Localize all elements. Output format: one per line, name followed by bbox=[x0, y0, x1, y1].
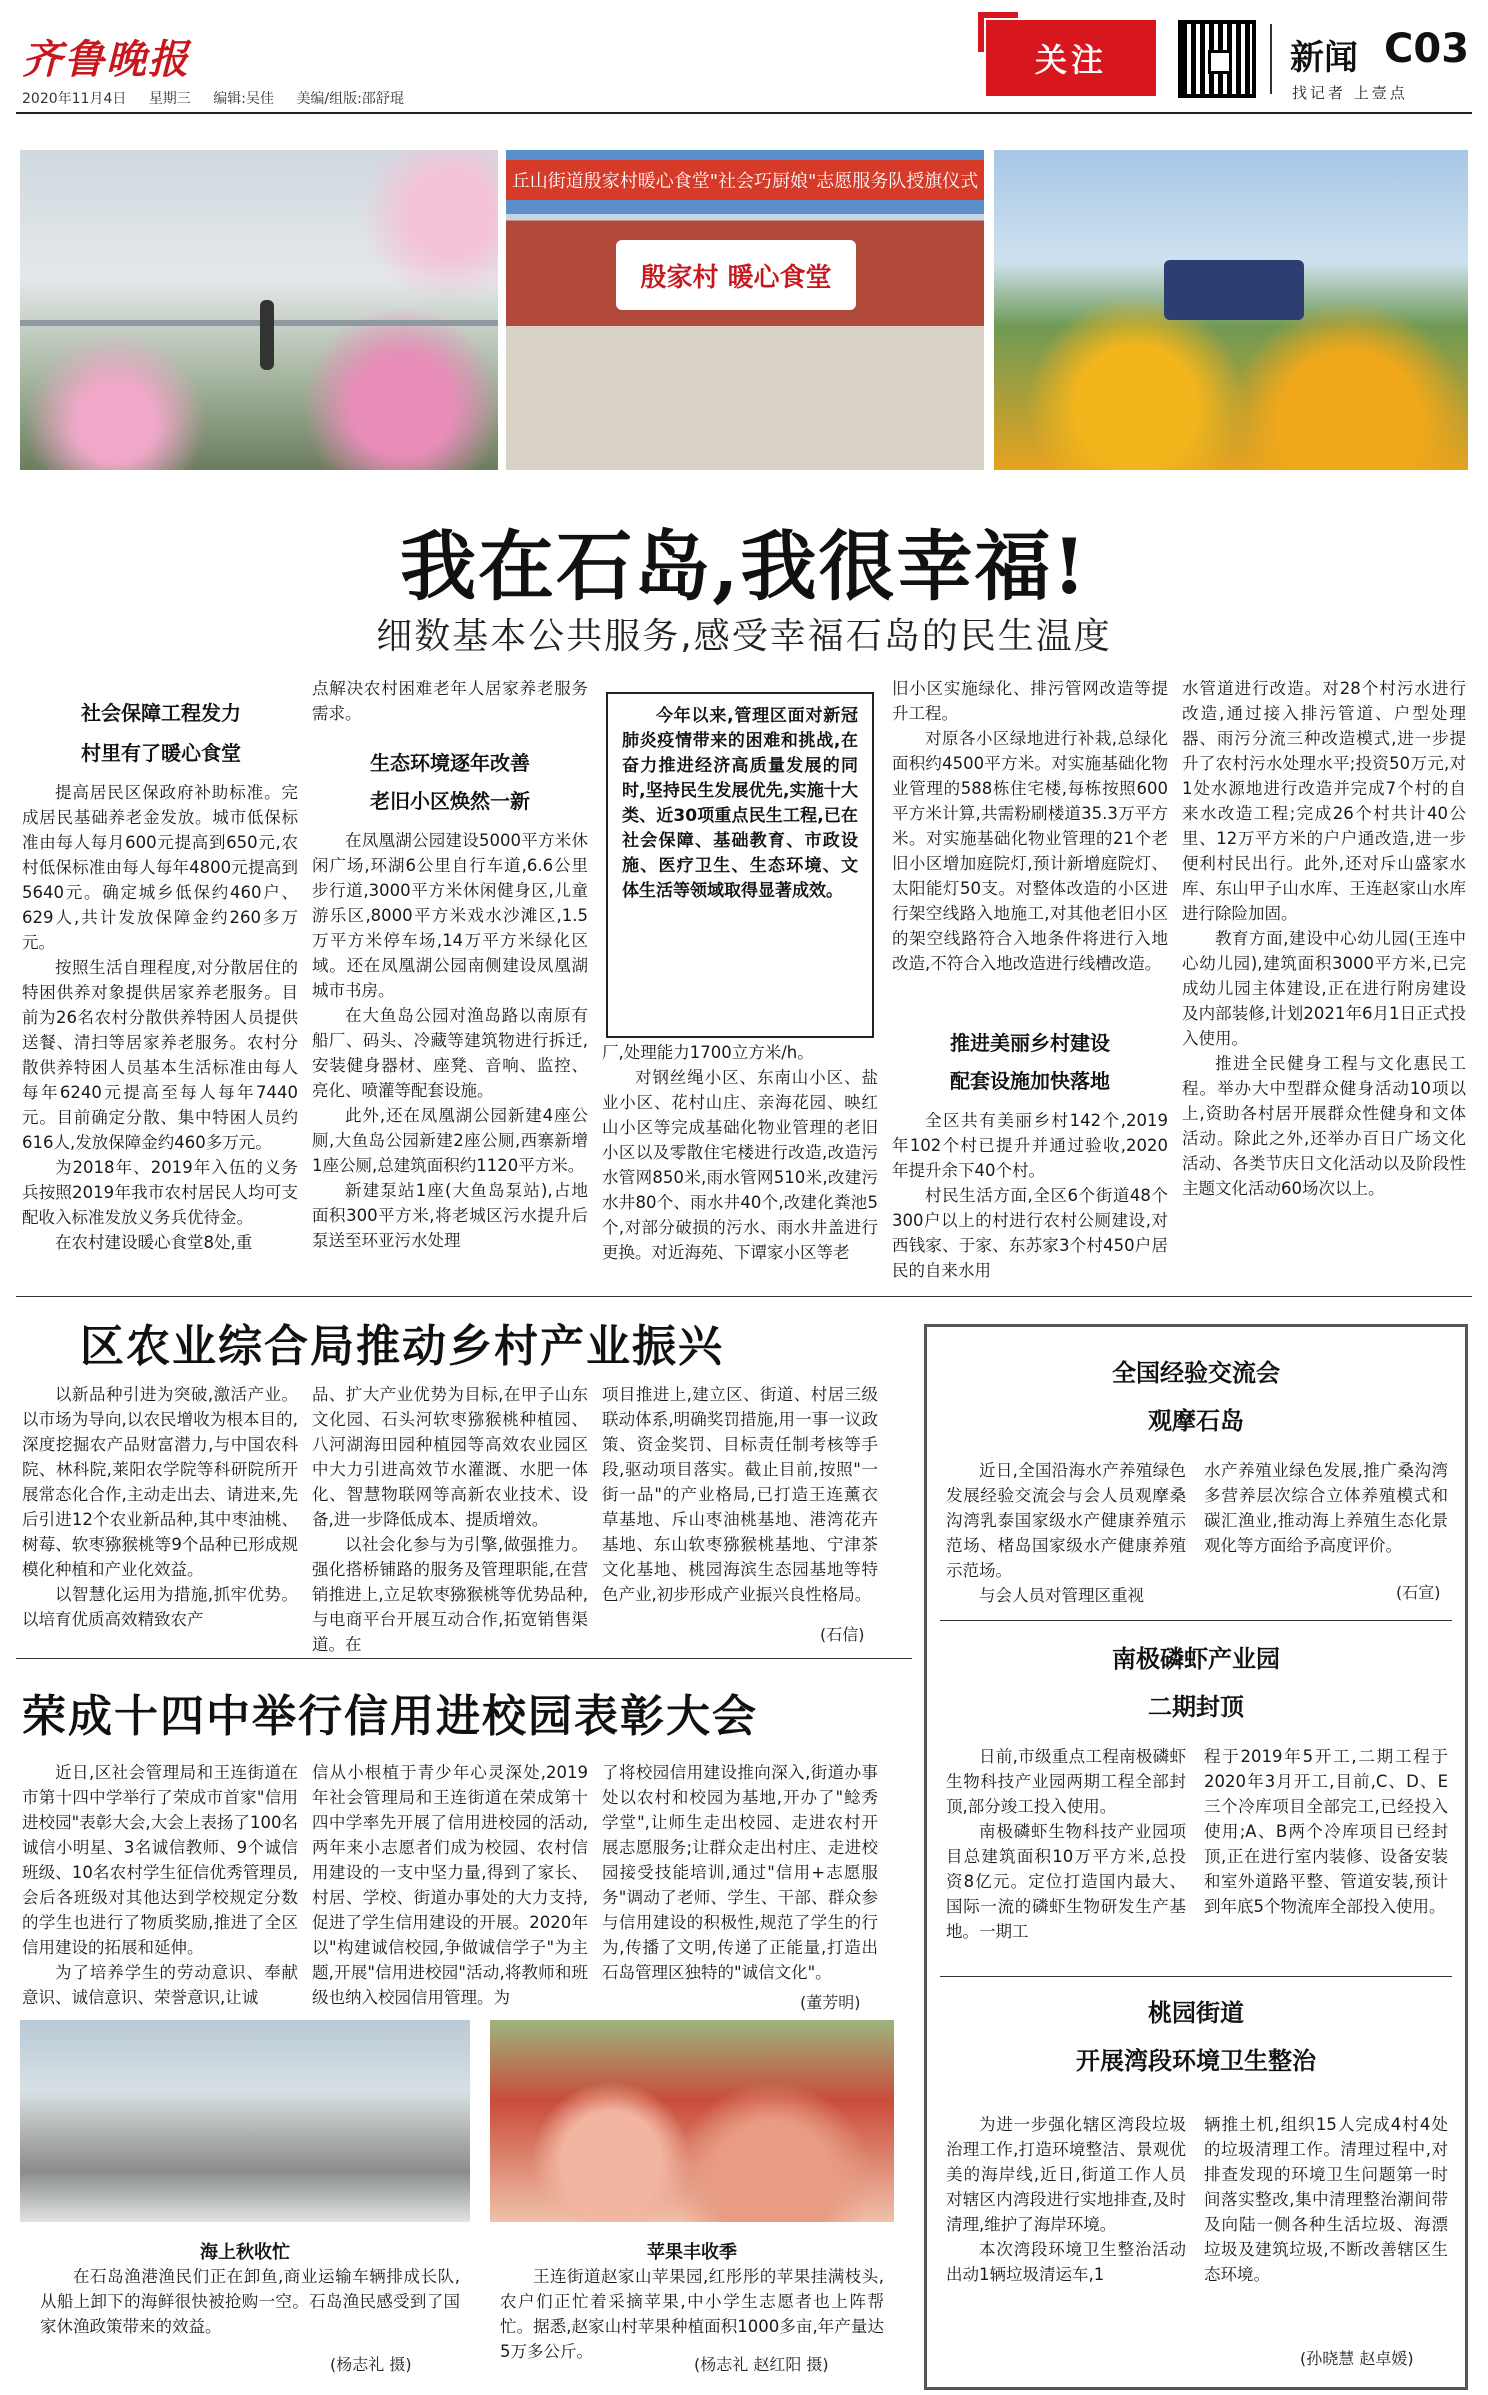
agri-para-2: 以智慧化运用为措施,抓牢优势。以培育优质高效精致农产 bbox=[22, 1585, 298, 1629]
sidebar-b-title-1: 南极磷虾产业园 bbox=[1112, 1645, 1280, 1673]
col2-subhead-2: 老旧小区焕然一新 bbox=[370, 789, 530, 813]
sidebar-b-para-3: 程于2019年5开工,二期工程于2020年3月开工,目前,C、D、E三个冷库项目全部完工,已经投入使用;A、B两个冷库项目已经封顶,正在进行室内装修、设备安装和室外道路平整、管道安装,预计到年底5个物流库全部投入使用。 bbox=[1204, 1747, 1448, 1916]
col3-para-1: 厂,处理能力1700立方米/h。 bbox=[602, 1043, 814, 1062]
sidebar-b-title-2: 二期封顶 bbox=[1148, 1693, 1244, 1721]
sidebar-c-para-3: 辆推土机,组织15人完成4村4处的垃圾清理工作。清理过程中,对排查发现的环境卫生问题第一时间落实整改,集中清理整治潮间带及向陆一侧各种生活垃圾、海漂垃圾及建筑垃圾,不断改善辖区生态环境。 bbox=[1204, 2115, 1448, 2284]
sidebar-a-para-2: 与会人员对管理区重视 bbox=[979, 1586, 1144, 1605]
canteen-photo bbox=[506, 150, 984, 470]
col1-subhead-1: 社会保障工程发力 bbox=[81, 701, 241, 725]
col2-body bbox=[312, 828, 588, 1284]
col2-para-0: 点解决农村困难老年人居家养老服务需求。 bbox=[312, 679, 588, 723]
main-headline: 我在石岛,我很幸福! bbox=[400, 522, 1088, 611]
header-rule bbox=[16, 112, 1472, 114]
editor-credit: 编辑:吴佳 bbox=[213, 91, 274, 107]
section-divider-1 bbox=[16, 1296, 1472, 1297]
col3-para-2: 对钢丝绳小区、东南山小区、盐业小区、花村山庄、亲海花园、映红山小区等完成基础化物业管理的老旧小区以及零散住宅楼进行改造,改造污水管网850米,雨水管网510米,改建污水井80个、雨水井40个,改建化粪池5个,对部分破损的污水、雨水井盖进行更换。对近海苑、下谭家小区等老 bbox=[602, 1068, 878, 1262]
school-col2 bbox=[312, 1760, 588, 2012]
sidebar-a-para-1: 近日,全国沿海水产养殖绿色发展经验交流会与会人员观摩桑沟湾乳泰国家级水产健康养殖示范场、楮岛国家级水产健康养殖示范场。 bbox=[946, 1461, 1186, 1580]
right-caption-body bbox=[500, 2264, 884, 2361]
col3-body bbox=[602, 1040, 878, 1284]
school-para-2: 为了培养学生的劳动意识、奉献意识、诚信意识、荣誉意识,让诚 bbox=[22, 1963, 298, 2007]
park-railing bbox=[20, 320, 498, 326]
sidebar-a-title-2: 观摩石岛 bbox=[1148, 1407, 1244, 1435]
sidebar-a-col1 bbox=[946, 1458, 1186, 1608]
reporter-tagline: 找记者 上壹点 bbox=[1292, 84, 1408, 102]
col4-subhead-1: 推进美丽乡村建设 bbox=[950, 1031, 1110, 1055]
sidebar-a-credit: (石宣) bbox=[1396, 1583, 1441, 1602]
school-headline: 荣成十四中举行信用进校园表彰大会 bbox=[22, 1691, 758, 1742]
col4-para-2: 对原各小区绿地进行补栽,总绿化面积约4500平方米。对实施基础化物业管理的588栋住宅楼,每栋按照600平方米计算,共需粉刷楼道35.3万平方米。对实施基础化物业管理的21个老旧小区增加庭院灯,预计新增庭院灯、太阳能灯50支。对整体改造的小区进行架空线路入地施工,对其他老旧小区的架空线路符合入地条件将进行入地改造,不符合入地改造进行线槽改造。 bbox=[892, 729, 1168, 973]
right-caption-title: 苹果丰收季 bbox=[647, 2242, 737, 2263]
bus-shape bbox=[1164, 260, 1304, 320]
school-col3 bbox=[602, 1760, 878, 1986]
issue-weekday: 星期三 bbox=[148, 91, 191, 107]
school-para-4: 了将校园信用建设推向深入,街道办事处以农村和校园为基地,开办了"鲶秀学堂",让师生走出校园、走进农村开展志愿服务;让群众走出村庄、走进校园接受技能培训,通过"信用+志愿服务"调动了老师、学生、干部、群众参与信用建设的积极性,规范了学生的行为,传播了文明,传递了正能量,打造出石岛管理区独特的"诚信文化"。 bbox=[602, 1763, 878, 1982]
agri-col1 bbox=[22, 1382, 298, 1646]
sidebar-c-title-1: 桃园街道 bbox=[1148, 1999, 1244, 2027]
col2-para-3: 此外,还在凤凰湖公园新建4座公厕,大鱼岛公园新建2座公厕,西寨新增1座公厕,总建筑面积约1120平方米。 bbox=[312, 1106, 588, 1175]
col1-para-3: 为2018年、2019年入伍的义务兵按照2019年我市农村居民人均可支配收入标准发放义务兵优待金。 bbox=[22, 1158, 298, 1227]
school-credit: (董芳明) bbox=[800, 1993, 861, 2012]
sidebar-c-title-2: 开展湾段环境卫生整治 bbox=[1076, 2047, 1316, 2075]
sidebar-a-title-1: 全国经验交流会 bbox=[1112, 1359, 1280, 1387]
sunflower-road-photo bbox=[994, 150, 1468, 470]
col4-para-4: 村民生活方面,全区6个街道48个300户以上的村进行农村公厕建设,对西钱家、于家、东苏家3个村450户居民的自来水用 bbox=[892, 1186, 1168, 1280]
col4-body-top bbox=[892, 676, 1168, 1020]
canteen-sign: 殷家村 暖心食堂 bbox=[616, 240, 856, 310]
col1-para-2: 按照生活自理程度,对分散居住的特困供养对象提供居家养老服务。目前为26名农村分散供养特困人员提供送餐、清扫等居家养老服务。农村分散供养特困人员基本生活标准由每人每年6240元提高至每人每年7440元。目前确定分散、集中特困人员约616人,发放保障金约460多万元。 bbox=[22, 958, 298, 1152]
col1-body bbox=[22, 780, 298, 1282]
school-para-3: 信从小根植于青少年心灵深处,2019年社会管理局和王连街道在荣成第十四中学率先开展了信用进校园的活动,两年来小志愿者们成为校园、农村信用建设的一支中坚力量,得到了家长、村居、学校、街道办事处的大力支持,促进了学生信用建设的开展。2020年以"构建诚信校园,争做诚信学子"为主题,开展"信用进校园"活动,将教师和班级也纳入校园信用管理。为 bbox=[312, 1763, 588, 2007]
agri-para-1: 以新品种引进为突破,激活产业。以市场为导向,以农民增收为根本目的,深度挖掘农产品财富潜力,与中国农科院、林科院,莱阳农学院等科研院所开展常态化合作,主动走出去、请进来,先后引进12个农业新品种,其中枣油桃、树莓、软枣猕猴桃等9个品种已形成规模化种植和产业化效益。 bbox=[22, 1385, 298, 1579]
canteen-banner: 丘山街道殷家村暖心食堂"社会巧厨娘"志愿服务队授旗仪式 bbox=[506, 160, 984, 200]
col1-subhead-2: 村里有了暖心食堂 bbox=[81, 741, 241, 765]
design-credit: 美编/组版:邵舒琨 bbox=[296, 91, 404, 107]
agri-headline: 区农业综合局推动乡村产业振兴 bbox=[80, 1321, 724, 1372]
agri-para-4: 以社会化参与为引擎,做强推力。强化搭桥铺路的服务及管理职能,在营销推进上,立足软枣猕猴桃等优势品种,与电商平台开展互动合作,拓宽销售渠道。在 bbox=[312, 1535, 588, 1654]
school-col1 bbox=[22, 1760, 298, 2012]
col1-para-4: 在农村建设暖心食堂8处,重 bbox=[55, 1233, 253, 1252]
col4-body-bottom bbox=[892, 1108, 1168, 1284]
masthead-logo: 齐鲁晚报 bbox=[22, 36, 190, 83]
sidebar-b-para-2: 南极磷虾生物科技产业园项目总建筑面积10万平方米,总投资8亿元。定位打造国内最大、国际一流的磷虾生物研发生产基地。一期工 bbox=[946, 1822, 1186, 1941]
focus-label: 关注 bbox=[986, 20, 1156, 96]
sidebar-c-col1 bbox=[946, 2112, 1186, 2364]
sidebar-a-para-3: 水产养殖业绿色发展,推广桑沟湾多营养层次综合立体养殖模式和碳汇渔业,推动海上养殖生态化景观化等方面给予高度评价。 bbox=[1204, 1461, 1448, 1555]
left-caption-text: 在石岛渔港渔民们正在卸鱼,商业运输车辆排成长队,从船上卸下的海鲜很快被抢购一空。石岛渔民感受到了国家休渔政策带来的效益。 bbox=[40, 2267, 460, 2336]
sidebar-c-col2 bbox=[1204, 2112, 1448, 2338]
col2-subhead-1: 生态环境逐年改善 bbox=[370, 751, 530, 775]
sidebar-divider-1 bbox=[940, 1620, 1452, 1621]
col1-para-1: 提高居民区保政府补助标准。完成居民基础养老金发放。城市低保标准由每人每月600元提高到650元,农村低保标准由每人每年4800元提高到5640元。确定城乡低保约460户、629人,共计发放保障金约260多万元。 bbox=[22, 783, 298, 952]
col2-top bbox=[312, 676, 588, 732]
agri-para-5: 项目推进上,建立区、街道、村居三级联动体系,明确奖罚措施,用一事一议政策、资金奖罚、目标责任制考核等手段,驱动项目落实。截止目前,按照"一街一品"的产业格局,已打造王连薰衣草基地、斥山枣油桃基地、港湾花卉基地、东山软枣猕猴桃基地、宁津茶文化基地、桃园海滨生态园基地等特色产业,初步形成产业振兴良性格局。 bbox=[602, 1385, 878, 1604]
col2-para-2: 在大鱼岛公园对渔岛路以南原有船厂、码头、冷藏等建筑物进行拆迁,安装健身器材、座凳、音响、监控、亮化、喷灌等配套设施。 bbox=[312, 1006, 588, 1100]
right-caption-text: 王连街道赵家山苹果园,红彤彤的苹果挂满枝头,农户们正忙着采摘苹果,中小学生志愿者也上阵帮忙。据悉,赵家山村苹果种植面积1000多亩,年产量达5万多公斤。 bbox=[500, 2267, 884, 2361]
dateline bbox=[22, 88, 422, 108]
sidebar-b-para-1: 日前,市级重点工程南极磷虾生物科技产业园两期工程全部封顶,部分竣工投入使用。 bbox=[946, 1747, 1186, 1816]
col5-para-3: 推进全民健身工程与文化惠民工程。举办大中型群众健身活动10项以上,资助各村居开展群众性健身和文体活动。除此之外,还举办百日广场文化活动、各类节庆日文化活动以及阶段性主题文化活动60场次以上。 bbox=[1182, 1054, 1466, 1198]
col5-para-2: 教育方面,建设中心幼儿园(王连中心幼儿园),建筑面积3000平方米,已完成幼儿园主体建设,正在进行附房建设及内部装修,计划2021年6月1日正式投入使用。 bbox=[1182, 929, 1466, 1048]
right-caption-credit: (杨志礼 赵红阳 摄) bbox=[694, 2355, 829, 2374]
sidebar-c-credit: (孙晓慧 赵卓媛) bbox=[1300, 2349, 1414, 2368]
col2-para-1: 在凤凰湖公园建设5000平方米休闲广场,环湖6公里自行车道,6.6公里步行道,3000平方米休闲健身区,儿童游乐区,8000平方米戏水沙滩区,1.5万平方米停车场,14万平方米绿化区域。还在凤凰湖公园南侧建设凤凰湖城市书房。 bbox=[312, 831, 588, 1000]
section-divider-2 bbox=[16, 1658, 912, 1659]
section-name: 新闻 bbox=[1290, 38, 1358, 78]
main-subheadline: 细数基本公共服务,感受幸福石岛的民生温度 bbox=[376, 616, 1112, 657]
school-para-1: 近日,区社会管理局和王连街道在市第十四中学举行了荣成市首家"信用进校园"表彰大会,大会上表扬了100名诚信小明星、3名诚信教师、9个诚信班级、10名农村学生征信优秀管理员,会后各班级对其他达到学校规定分数的学生也进行了物质奖励,推进了全区信用建设的拓展和延伸。 bbox=[22, 1763, 298, 1957]
issue-date: 2020年11月4日 bbox=[22, 91, 127, 107]
sidebar-c-para-2: 本次湾段环境卫生整治活动出动1辆垃圾清运车,1 bbox=[946, 2240, 1186, 2284]
agri-para-3: 品、扩大产业优势为目标,在甲子山东文化园、石头河软枣猕猴桃种植园、八河湖海田园种植园等高效农业园区中大力引进高效节水灌溉、水肥一体化、智慧物联网等高新农业技术、设备,进一步降低成本、提质增效。 bbox=[312, 1385, 588, 1529]
col4-para-1: 旧小区实施绿化、排污管网改造等提升工程。 bbox=[892, 679, 1168, 723]
sidebar-b-col1 bbox=[946, 1744, 1186, 1970]
agri-col3 bbox=[602, 1382, 878, 1620]
intro-box bbox=[606, 692, 874, 1038]
left-caption-credit: (杨志礼 摄) bbox=[330, 2355, 412, 2374]
sidebar-a-col2 bbox=[1204, 1458, 1448, 1582]
park-photo bbox=[20, 150, 498, 470]
page-number: C03 bbox=[1384, 26, 1470, 72]
fishing-port-photo bbox=[20, 2020, 470, 2222]
col5-body bbox=[1182, 676, 1466, 1284]
sidebar-divider-2 bbox=[940, 1976, 1452, 1977]
intro-text: 今年以来,管理区面对新冠肺炎疫情带来的困难和挑战,在奋力推进经济高质量发展的同时,坚持民生发展优先,实施十大类、近30项重点民生工程,已在社会保障、基础教育、市政设施、医疗卫生、生态环境、文体生活等领域取得显著成效。 bbox=[622, 706, 858, 901]
park-walker bbox=[260, 300, 274, 370]
sidebar-b-col2 bbox=[1204, 1744, 1448, 1970]
agri-col2 bbox=[312, 1382, 588, 1654]
header-divider bbox=[1270, 24, 1272, 94]
qr-code-icon bbox=[1178, 20, 1256, 98]
sidebar-c-para-1: 为进一步强化辖区湾段垃圾治理工作,打造环境整洁、景观优美的海岸线,近日,街道工作人员对辖区内湾段进行实地排查,及时清理,维护了海岸环境。 bbox=[946, 2115, 1186, 2234]
agri-credit: (石信) bbox=[820, 1625, 865, 1644]
left-caption-title: 海上秋收忙 bbox=[200, 2242, 290, 2263]
col4-subhead-2: 配套设施加快落地 bbox=[950, 1069, 1110, 1093]
col2-para-4: 新建泵站1座(大鱼岛泵站),占地面积300平方米,将老城区污水提升后泵送至环亚污水处理 bbox=[312, 1181, 588, 1250]
col5-para-1: 水管道进行改造。对28个村污水进行改造,通过接入排污管道、户型处理器、雨污分流三种改造模式,进一步提升了农村污水处理水平;投资50万元,对1处水源地进行改造并完成7个村的自来水改造工程;完成26个村共计40公里、12万平方米的户户通改造,进一步便利村民出行。此外,还对斥山盛家水库、东山甲子山水库、王连赵家山水库进行除险加固。 bbox=[1182, 679, 1466, 923]
col4-para-3: 全区共有美丽乡村142个,2019年102个村已提升并通过验收,2020年提升余下40个村。 bbox=[892, 1111, 1168, 1180]
apple-harvest-photo bbox=[490, 2020, 894, 2222]
left-caption-body bbox=[40, 2264, 460, 2342]
